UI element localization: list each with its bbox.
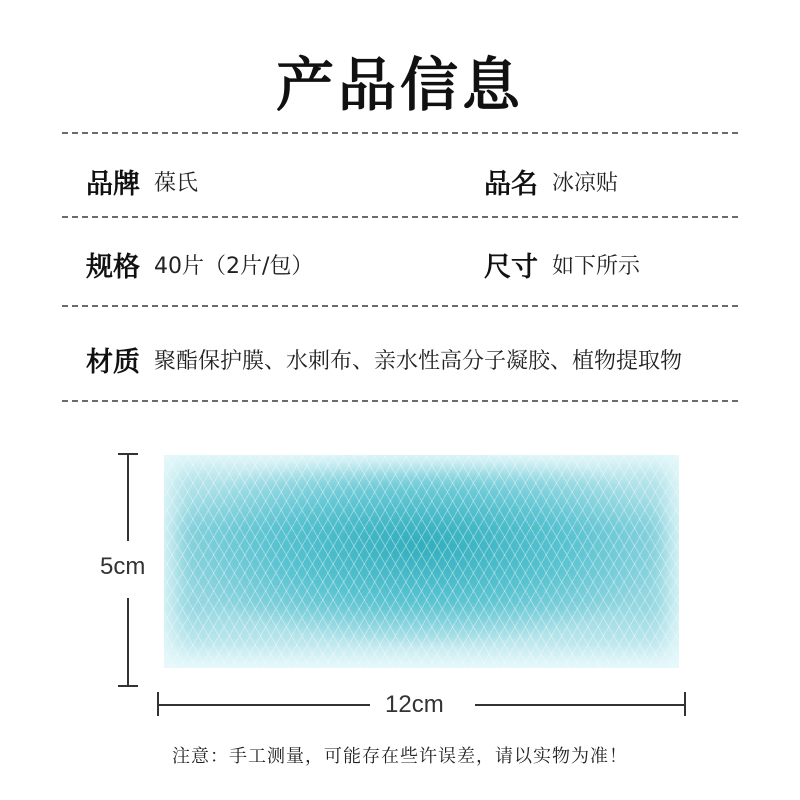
divider <box>62 400 738 402</box>
height-dimension-label: 5cm <box>100 553 146 580</box>
spec-row-material <box>0 340 800 380</box>
spec-material <box>86 340 682 379</box>
divider <box>62 132 738 134</box>
height-dim-line-upper <box>127 453 129 541</box>
divider <box>62 216 738 218</box>
width-dim-line-left <box>157 704 370 706</box>
cooling-patch-image <box>164 455 679 668</box>
spec-value: 冰凉贴 <box>552 171 619 196</box>
spec-label: 规格 <box>86 252 140 283</box>
divider <box>62 305 738 307</box>
spec-value: 葆氏 <box>154 171 199 196</box>
measurement-note: 注意：手工测量，可能存在些许误差，请以实物为准！ <box>172 746 628 767</box>
spec-row-brand-name <box>0 162 800 202</box>
page-title: 产品信息 <box>275 51 524 119</box>
width-dimension-label: 12cm <box>385 691 444 718</box>
spec-value: 如下所示 <box>552 254 641 279</box>
spec-product-name <box>484 162 618 201</box>
spec-value: 聚酯保护膜、水刺布、亲水性高分子凝胶、植物提取物 <box>154 349 683 374</box>
height-dim-bottom-tick <box>118 685 138 687</box>
spec-label: 品名 <box>484 169 538 200</box>
spec-brand <box>86 162 198 201</box>
spec-label: 品牌 <box>86 169 140 200</box>
spec-specification <box>86 245 313 284</box>
width-dim-right-tick <box>684 692 686 716</box>
spec-row-spec-size <box>0 245 800 285</box>
spec-label: 尺寸 <box>484 252 538 283</box>
width-dim-line-right <box>475 704 685 706</box>
spec-label: 材质 <box>86 347 140 378</box>
spec-value: 40片（2片/包） <box>154 254 314 279</box>
height-dim-line-lower <box>127 598 129 686</box>
spec-size <box>484 245 640 284</box>
patch-edge <box>164 455 679 668</box>
